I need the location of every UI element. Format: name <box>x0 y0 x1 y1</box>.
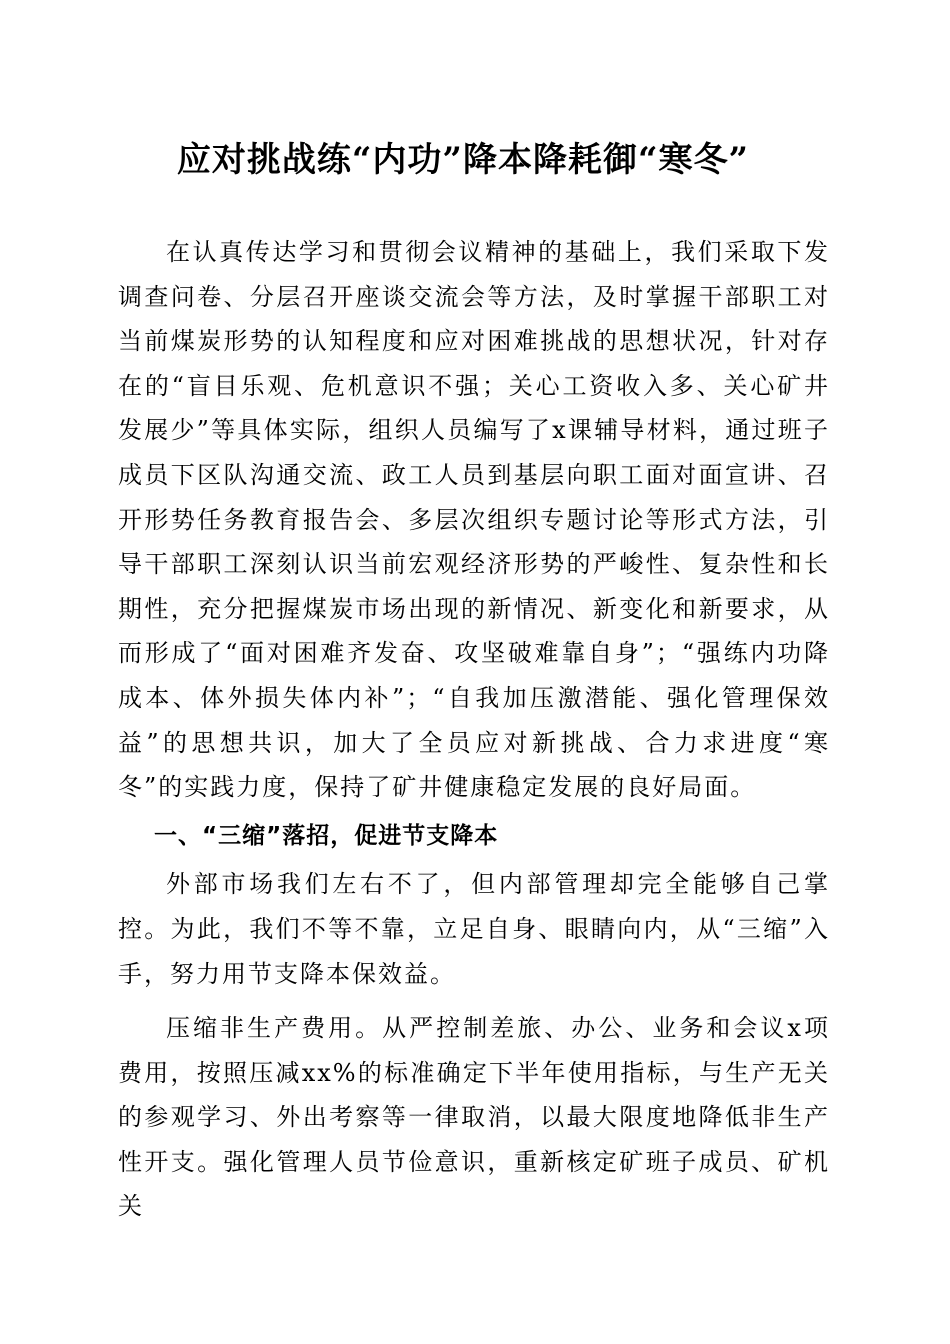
section-paragraph-1: 外部市场我们左右不了，但内部管理却完全能够自己掌控。为此，我们不等不靠，立足自身、眼睛向内，从“三缩”入手，努力用节支降本保效益。 <box>118 870 830 988</box>
document-title: 应对挑战练“内功”降本降耗御“寒冬” <box>176 140 750 180</box>
intro-paragraph: 在认真传达学习和贯彻会议精神的基础上，我们采取下发调查问卷、分层召开座谈交流会等方法，及时掌握干部职工对当前煤炭形势的认知程度和应对困难挑战的思想状况，针对存在的“盲目乐观、危机意识不强；关心工资收入多、关心矿井发展少”等具体实际，组织人员编写了x课辅导材料，通过班子成员下区队沟通交流、政工人员到基层向职工面对面宣讲、召开形势任务教育报告会、多层次组织专题讨论等形式方法，引导干部职工深刻认识当前宏观经济形势的严峻性、复杂性和长期性，充分把握煤炭市场出现的新情况、新变化和新要求，从而形成了“面对困难齐发奋、攻坚破难靠自身”；“强练内功降成本、体外损失体内补”；“自我加压激潜能、强化管理保效益”的思想共识，加大了全员应对新挑战、合力求进度“寒冬”的实践力度，保持了矿井健康稳定发展的良好局面。 <box>118 238 830 802</box>
section-paragraph-2: 压缩非生产费用。从严控制差旅、办公、业务和会议x项费用，按照压减xx%的标准确定下半年使用指标，与生产无关的参观学习、外出考察等一律取消，以最大限度地降低非生产性开支。强化管理人员节俭意识，重新核定矿班子成员、矿机关 <box>118 1014 830 1221</box>
document-body <box>118 230 830 1229</box>
section-heading: 一、“三缩”落招，促进节支降本 <box>154 822 499 849</box>
